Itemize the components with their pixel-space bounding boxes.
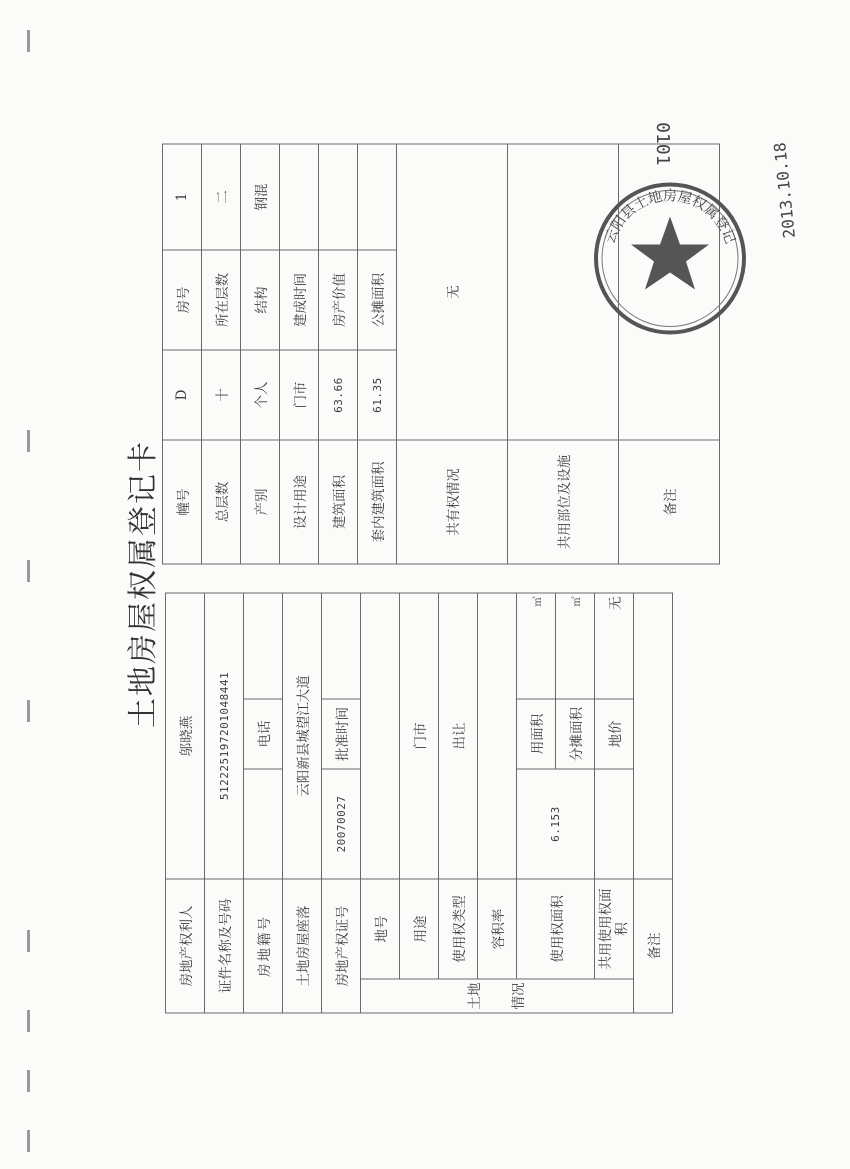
value-inner-area: 61.35 [358, 350, 397, 440]
label-land-register: 房地籍号 [244, 879, 283, 1013]
value-id: 512225197201048441 [205, 593, 244, 879]
value-floor: 二 [202, 144, 241, 250]
table-row [478, 593, 517, 1013]
value-owner: 邬晓燕 [166, 593, 205, 879]
table-row [280, 144, 319, 564]
table-row [202, 144, 241, 564]
label-room-no: 房号 [163, 250, 202, 350]
value-usage: 门市 [400, 593, 439, 879]
document-title: 土地房屋权属登记卡 [126, 440, 161, 728]
value-location: 云阳新县城望江大道 [283, 593, 322, 879]
label-common-area: 共用使用权面积 [595, 879, 634, 979]
label-shared-area: 分摊面积 [556, 699, 595, 769]
label-parcel-no: 地号 [361, 879, 400, 979]
label-property-value: 房产价值 [319, 250, 358, 350]
value-phone [244, 593, 283, 699]
table-row [361, 593, 400, 1013]
label-inner-area: 套内建筑面积 [358, 440, 397, 564]
label-location: 土地房屋座落 [283, 879, 322, 1013]
table-row [166, 593, 205, 1013]
label-land-remark: 备注 [634, 879, 673, 1013]
value-plot-ratio [478, 593, 517, 879]
value-room-no: 1 [163, 144, 202, 250]
value-design-use: 门市 [280, 350, 319, 440]
value-land-remark [634, 593, 673, 879]
table-row [244, 593, 283, 1013]
value-total-floors: 十 [202, 350, 241, 440]
label-total-floors: 总层数 [202, 440, 241, 564]
table-row [205, 593, 244, 1013]
label-owner: 房地产权利人 [166, 879, 205, 1013]
label-plot-ratio: 容积率 [478, 879, 517, 979]
label-floor: 所在层数 [202, 250, 241, 350]
table-row [397, 144, 508, 564]
label-approve-time: 批准时间 [322, 699, 361, 769]
label-cert-no: 房地产权证号 [322, 879, 361, 1013]
label-phone: 电话 [244, 699, 283, 769]
value-public-area [358, 144, 397, 250]
value-building-no: D [163, 350, 202, 440]
table-row [283, 593, 322, 1013]
label-use-area: 使用权面积 [517, 879, 595, 979]
value-cert-no: 20070027 [322, 769, 361, 879]
label-land-price: 地价 [595, 699, 634, 769]
label-sub-area: 用面积 [517, 699, 556, 769]
value-right-type: 出让 [439, 593, 478, 879]
table-row [241, 144, 280, 564]
signature-date: 2013.10.18 [770, 141, 799, 240]
land-info-table [165, 592, 673, 1013]
label-built-time: 建成时间 [280, 250, 319, 350]
label-right-type: 使用权类型 [439, 879, 478, 979]
table-row [319, 144, 358, 564]
value-co-owner: 无 [397, 144, 508, 440]
label-structure: 结构 [241, 250, 280, 350]
table-row [595, 593, 634, 1013]
value-land-price: 无 [595, 593, 634, 699]
value-structure: 钢混 [241, 144, 280, 250]
table-row [517, 593, 556, 1013]
table-row [634, 593, 673, 1013]
value-property-type: 个人 [241, 350, 280, 440]
label-id: 证件名称及号码 [205, 879, 244, 1013]
table-row [400, 593, 439, 1013]
table-row [439, 593, 478, 1013]
unit-sub-area: ㎡ [517, 593, 556, 699]
value-property-value [319, 144, 358, 250]
unit-shared-area: ㎡ [556, 593, 595, 699]
value-approve-time [322, 593, 361, 699]
label-usage: 用途 [400, 879, 439, 979]
value-building-area: 63.66 [319, 350, 358, 440]
page-number: 0101 [652, 122, 673, 166]
label-property-type: 产别 [241, 440, 280, 564]
label-design-use: 设计用途 [280, 440, 319, 564]
label-building-area: 建筑面积 [319, 440, 358, 564]
label-co-owner: 共有权情况 [397, 440, 508, 564]
table-row [322, 593, 361, 1013]
label-building-no: 幢号 [163, 440, 202, 564]
value-common-area [595, 769, 634, 879]
label-shared-facilities: 共用部位及设施 [508, 440, 619, 564]
table-row [358, 144, 397, 564]
official-seal-icon [590, 179, 750, 339]
value-built-time [280, 144, 319, 250]
section-label-land: 土地情况 [361, 979, 634, 1013]
value-land-register [244, 769, 283, 879]
label-house-remark: 备注 [619, 440, 720, 564]
table-row [163, 144, 202, 564]
value-use-area: 6.153 [517, 769, 595, 879]
label-public-area: 公摊面积 [358, 250, 397, 350]
value-parcel-no [361, 593, 400, 879]
svg-text:云阳县土地房屋权属登记: 云阳县土地房屋权属登记 [602, 188, 738, 246]
